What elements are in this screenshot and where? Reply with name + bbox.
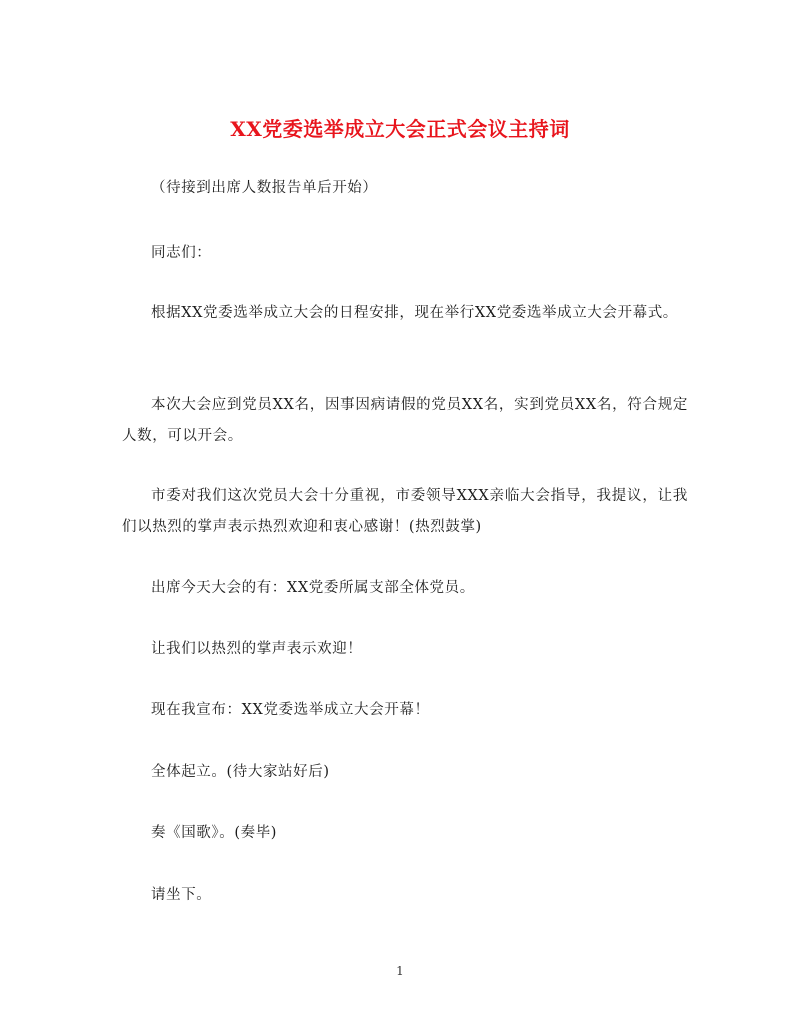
paragraph-stand-up: 全体起立。(待大家站好后) — [151, 764, 330, 780]
paragraph-anthem: 奏《国歌》。(奏毕) — [151, 825, 278, 841]
paragraph-greeting: 同志们： — [151, 245, 212, 261]
document-title: XX党委选举成立大会正式会议主持词 — [230, 117, 570, 141]
paragraph-applause: 让我们以热烈的掌声表示欢迎！ — [151, 641, 363, 657]
paragraph-attendees: 出席今天大会的有：XX党委所属支部全体党员。 — [151, 580, 475, 596]
page-number: 1 — [396, 964, 404, 978]
paragraph-sit-down: 请坐下。 — [151, 887, 212, 903]
paragraph-welcome-leaders: 市委对我们这次党员大会十分重视，市委领导XXX亲临大会指导，我提议，让我们以热烈的掌声表示热烈欢迎和衷心感谢！(热烈鼓掌) — [122, 488, 688, 535]
paragraph-attendance: 本次大会应到党员XX名，因事因病请假的党员XX名，实到党员XX名，符合规定人数，可以开会。 — [122, 397, 688, 444]
paragraph-opening-declaration: 现在我宣布：XX党委选举成立大会开幕！ — [151, 702, 430, 718]
paragraph-agenda: 根据XX党委选举成立大会的日程安排，现在举行XX党委选举成立大会开幕式。 — [151, 305, 678, 321]
paragraph-opening-note: （待接到出席人数报告单后开始） — [151, 180, 378, 196]
